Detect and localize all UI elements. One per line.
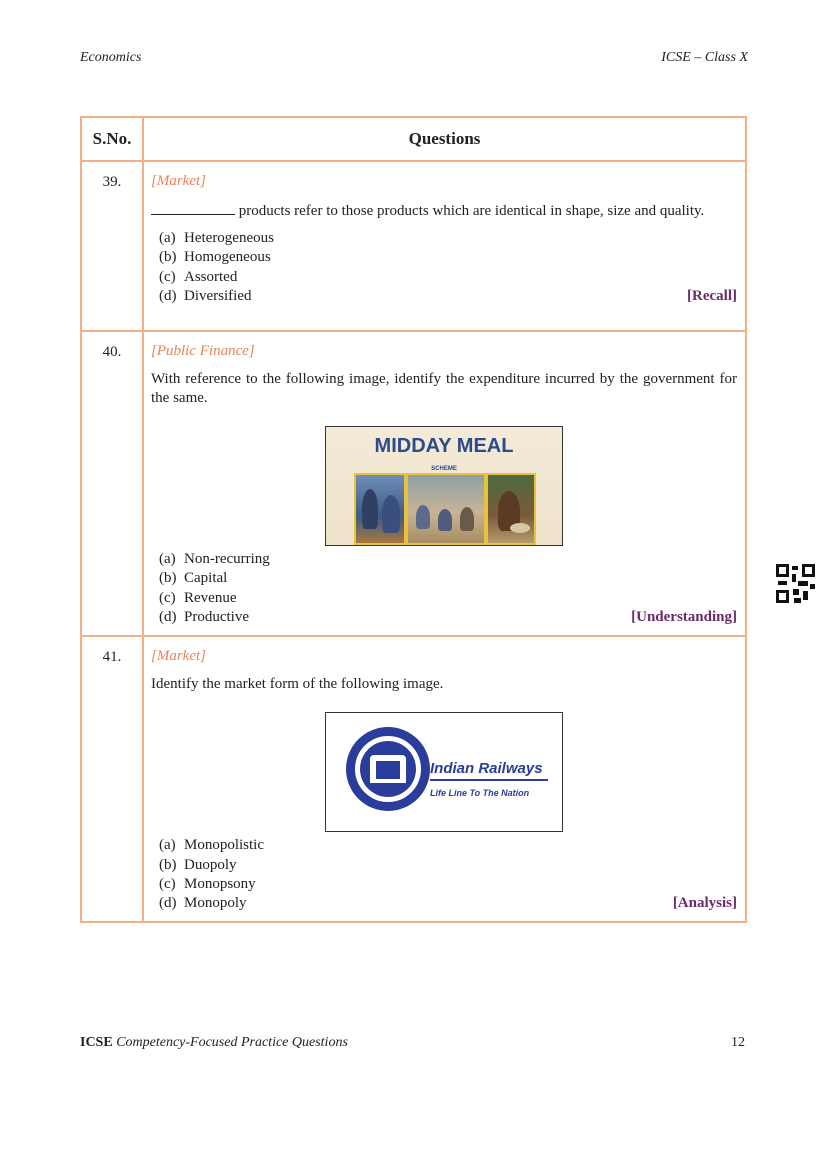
railways-tagline: Life Line To The Nation — [430, 788, 530, 799]
question-topic: [Public Finance] — [151, 343, 255, 359]
cognitive-level-badge: [Recall] — [687, 288, 737, 305]
question-cell — [143, 161, 746, 331]
questions-column-header: Questions — [143, 117, 746, 161]
midday-meal-title: MIDDAY MEAL — [374, 435, 514, 457]
midday-meal-subtitle: SCHEME — [431, 466, 457, 472]
cognitive-level-badge: [Analysis] — [672, 895, 737, 912]
cognitive-level-badge: [Understanding] — [631, 609, 737, 626]
question-cell — [143, 331, 746, 636]
header-class: ICSE – Class X — [661, 50, 748, 65]
option-b: (b) Homogeneous — [159, 249, 271, 266]
indian-railways-logo-image — [325, 712, 563, 832]
table-header-row — [81, 117, 746, 161]
option-c: (c) Monopsony — [159, 875, 256, 892]
option-d: (d) Diversified [Recall] — [159, 288, 737, 305]
option-a: (a) Non-recurring — [159, 551, 270, 568]
option-d: (d) Productive [Understanding] — [159, 609, 737, 626]
option-b: (b) Duopoly — [159, 856, 237, 873]
question-row — [81, 636, 746, 922]
question-row — [81, 331, 746, 636]
question-text: Identify the market form of the following image. — [151, 676, 444, 693]
children-photo — [354, 473, 406, 545]
midday-meal-image — [325, 426, 563, 546]
question-cell — [143, 636, 746, 922]
question-number: 40. — [81, 331, 143, 636]
header-subject: Economics — [80, 50, 142, 65]
options-list — [151, 550, 737, 627]
option-a: (a) Heterogeneous — [159, 230, 274, 247]
fill-in-blank — [151, 200, 235, 215]
option-c: (c) Revenue — [159, 589, 237, 606]
question-number: 39. — [81, 161, 143, 331]
option-d: (d) Monopoly [Analysis] — [159, 895, 737, 912]
sno-column-header: S.No. — [81, 117, 143, 161]
question-topic: [Market] — [151, 648, 206, 665]
options-list — [151, 229, 737, 306]
question-topic: [Market] — [151, 173, 206, 189]
railways-name: Indian Railways — [430, 760, 543, 778]
qr-code-icon[interactable] — [776, 564, 815, 603]
question-text: products refer to those products which are identical in shape, size and quality. — [238, 203, 705, 219]
question-row — [81, 161, 746, 331]
option-b: (b) Capital — [159, 570, 228, 587]
question-text: With reference to the following image, identify the expenditure incurred by the government for the same. — [151, 371, 737, 406]
question-number: 41. — [81, 636, 143, 922]
page-number: 12 — [731, 1035, 745, 1050]
questions-table — [80, 116, 747, 923]
children-eating-photo — [406, 473, 486, 545]
question-text-wrap — [151, 200, 737, 221]
option-c: (c) Assorted — [159, 268, 238, 285]
footer-title: ICSE Competency-Focused Practice Questions — [80, 1035, 348, 1050]
child-meal-photo — [486, 473, 536, 545]
options-list — [151, 836, 737, 913]
option-a: (a) Monopolistic — [159, 837, 265, 854]
